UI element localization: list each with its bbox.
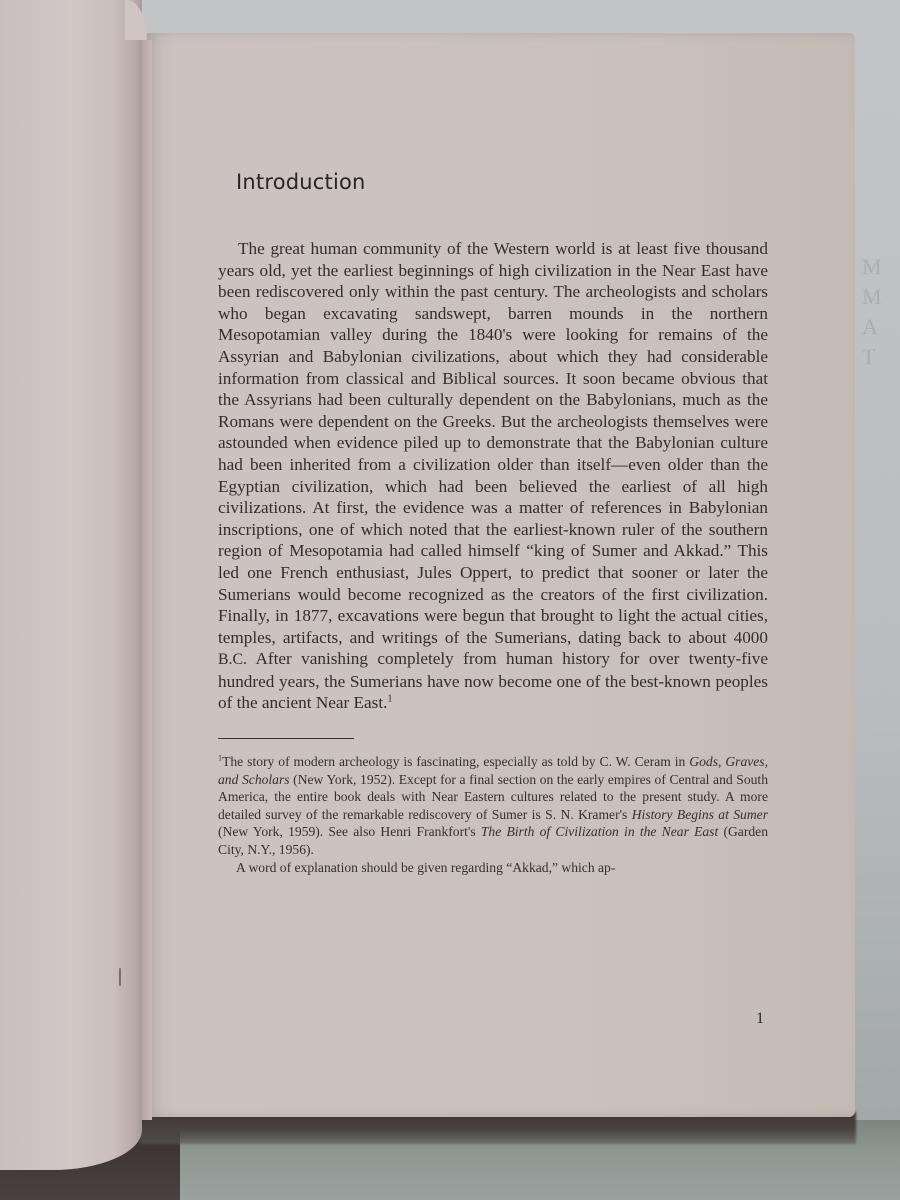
book-title: The Birth of Civilization in the Near East bbox=[480, 824, 719, 840]
paragraph bbox=[218, 238, 768, 714]
footnote-text: (Garden City, N.Y., 1956). bbox=[218, 824, 768, 858]
footnote-text: (New York, 1952). Except for a final section on the early empires of Central and South America, the entire book deals with Near Eastern cultures related to the present study. A more detailed survey of the remarkable rediscovery of Sumer is S. N. Kramer's bbox=[218, 771, 768, 822]
footnote-rule bbox=[218, 738, 354, 739]
page-speck bbox=[119, 968, 121, 986]
left-page-curl bbox=[125, 0, 147, 40]
footnote-text: (New York, 1959). See also Henri Frankfort's bbox=[218, 824, 481, 840]
page-content bbox=[218, 170, 768, 876]
footnote-text: The story of modern archeology is fascinating, especially as told by C. W. Ceram in bbox=[222, 754, 690, 770]
era-abbreviation: B.C. bbox=[218, 651, 247, 669]
left-page bbox=[0, 0, 142, 1170]
footnotes bbox=[218, 753, 768, 876]
footnote bbox=[218, 753, 768, 859]
page-number: 1 bbox=[756, 1010, 764, 1027]
body-text bbox=[218, 238, 768, 714]
footnote-reference[interactable]: 1 bbox=[387, 693, 393, 705]
paragraph-text-a: The great human community of the Western world is at least five thousand years old, yet the earliest beginnings of high civilization in the Near East have been rediscovered only within the past century. The archeologists and scholars who began excavating sandswept, barren mounds in the northern Mesopotamian valley during the 1840's were looking for remains of the Assyrian and Babylonian civilizations, about which they had considerable information from classical and Biblical sources. It soon became obvious that the Assyrians had been culturally dependent on the Babylonians, much as the Romans were dependent on the Greeks. But the archeologists themselves were astounded when evidence piled up to demonstrate that the Babylonian culture had been inherited from a civilization older than itself—even older than the Egyptian civilization, which had been believed the earliest of all high civilizations. At first, the evidence was a matter of references in Babylonian inscriptions, one of which noted that the earliest-known ruler of the southern region of Mesopotamia had called himself “king of Sumer and Akkad.” This led one French enthusiast, Jules Oppert, to predict that sooner or later the Sumerians would become recognized as the creators of the first civilization. Finally, in 1877, excavations were begun that brought to light the actual cities, temples, artifacts, and writings of the Sumerians, dating back to about 4000 bbox=[218, 239, 768, 647]
footnote-marker: 1 bbox=[218, 753, 223, 763]
book-title: Gods, Graves, and Scholars bbox=[218, 754, 768, 787]
paragraph-text-b: After vanishing completely from human history for over twenty-five hundred years, the Sumerians have now become one of the best-known peoples of the ancient Near East. bbox=[218, 649, 768, 713]
chapter-title: Introduction bbox=[236, 170, 366, 194]
book-title: History Begins at Sumer bbox=[631, 806, 768, 822]
footnote-continuation: A word of explanation should be given regarding “Akkad,” which ap- bbox=[236, 859, 616, 875]
bleed-through-text: M M A T bbox=[862, 254, 883, 369]
